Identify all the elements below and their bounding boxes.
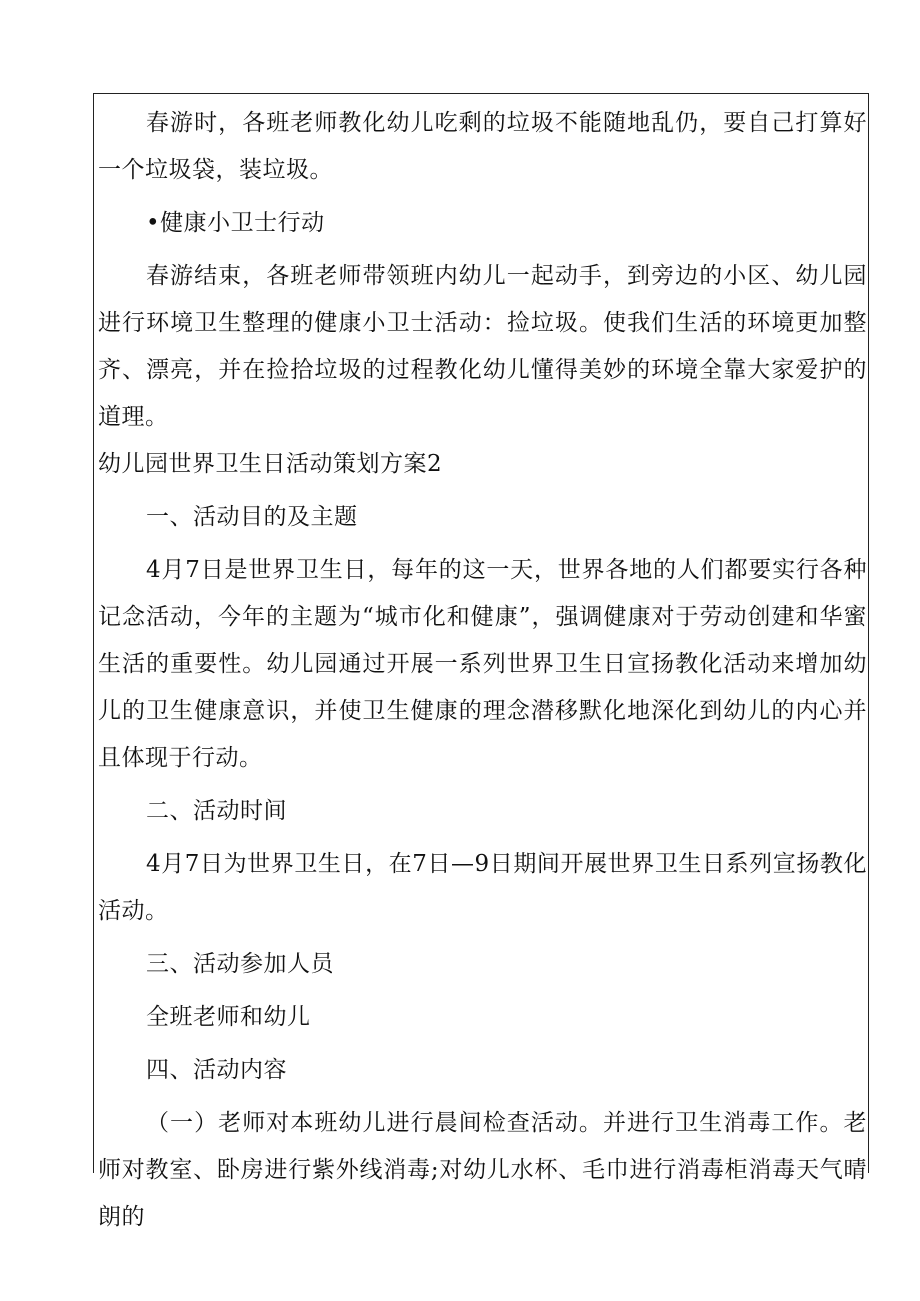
paragraph-health-guard-activity: 春游结束，各班老师带领班内幼儿一起动手，到旁边的小区、幼儿园进行环境卫生整理的健康小卫士活动：捡垃圾。使我们生活的环境更加整齐、漂亮，并在捡拾垃圾的过程教化幼儿懂得美妙的环境全靠大家爱护的道理。	[98, 263, 867, 430]
heading-purpose-theme: 一、活动目的及主题	[146, 504, 358, 530]
paragraph-purpose-theme: 4月7日是世界卫生日，每年的这一天，世界各地的人们都要实行各种记念活动，今年的主题为“城市化和健康”，强调健康对于劳动创建和华蜜生活的重要性。幼儿园通过开展一系列世界卫生日宣扬教化活动来增加幼儿的卫生健康意识，并使卫生健康的理念潜移默化地深化到幼儿的内心并且体现于行动。	[98, 557, 867, 771]
document-body	[98, 100, 867, 1241]
heading-activity-time: 二、活动时间	[146, 798, 287, 824]
section-title-plan-2: 幼儿园世界卫生日活动策划方案2	[98, 451, 443, 477]
paragraph-participants: 全班老师和幼儿	[146, 1004, 311, 1030]
paragraph-activity-time: 4月7日为世界卫生日，在7日—9日期间开展世界卫生日系列宣扬教化活动。	[98, 851, 867, 924]
paragraph-morning-check: （一）老师对本班幼儿进行晨间检查活动。并进行卫生消毒工作。老师对教室、卧房进行紫外线消毒;对幼儿水杯、毛巾进行消毒柜消毒天气晴朗的	[98, 1110, 867, 1230]
paragraph-health-guard-heading: •健康小卫士行动	[146, 210, 325, 236]
paragraph-spring-trip-trash: 春游时，各班老师教化幼儿吃剩的垃圾不能随地乱仍，要自己打算好一个垃圾袋，装垃圾。	[98, 110, 867, 183]
heading-participants: 三、活动参加人员	[146, 951, 334, 977]
heading-activity-content: 四、活动内容	[146, 1057, 287, 1083]
